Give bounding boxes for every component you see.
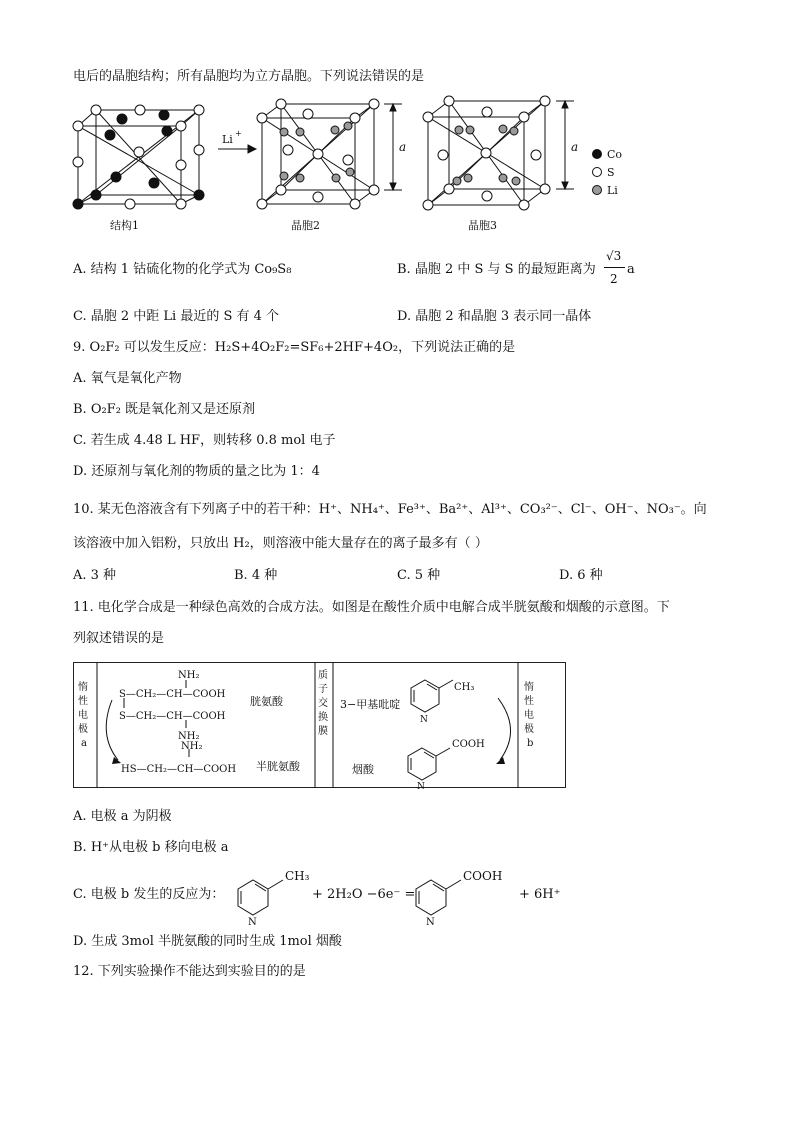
svg-text:质: 质: [318, 670, 328, 681]
nh2-mid: NH₂: [178, 731, 200, 742]
crystal-structures-figure: [0, 95, 794, 235]
svg-text:子: 子: [318, 684, 328, 695]
arrow-label-sup: +: [235, 129, 242, 138]
q9-stem: 9. O₂F₂ 可以发生反应：H₂S+4O₂F₂=SF₆+2HF+4O₂，下列说法正确的是: [73, 340, 516, 355]
legend-marker-co: [593, 150, 602, 159]
dim-label-cell3: a: [571, 140, 579, 154]
q11-stem-line2: 列叙述错误的是: [73, 631, 165, 646]
q8-option-b-pre: B. 晶胞 2 中 S 与 S 的最短距离为: [397, 262, 596, 277]
q8-option-a: A. 结构 1 钴硫化物的化学式为 Co₉S₈: [73, 262, 292, 277]
q12-stem: 12. 下列实验操作不能达到实验目的的是: [73, 964, 306, 979]
legend-marker-s: [593, 168, 602, 177]
svg-text:交: 交: [318, 698, 328, 709]
left-electrode-label-3: 电: [78, 710, 88, 721]
legend-marker-li: [593, 186, 602, 195]
arrow-label: Li: [222, 133, 233, 146]
nicotinic-name: 烟酸: [352, 763, 374, 776]
fraction-bar: [604, 267, 625, 268]
nh2-top: NH₂: [178, 670, 200, 681]
q8-option-b-den: 2: [610, 272, 618, 286]
svg-text:惰: 惰: [524, 682, 534, 693]
nh2-lower: NH₂: [181, 741, 203, 752]
caption-cell3: 晶胞3: [468, 219, 497, 232]
q11-option-c-post: + 6H⁺: [519, 887, 561, 902]
ch3-label: CH₃: [454, 682, 475, 693]
cystine-top: S—CH₂—CH—COOH: [119, 689, 226, 700]
q11-option-b: B. H⁺从电极 b 移向电极 a: [73, 840, 229, 855]
q8-option-c: C. 晶胞 2 中距 Li 最近的 S 有 4 个: [73, 309, 280, 324]
optc-n-1: N: [248, 917, 257, 928]
legend-label-s: S: [607, 166, 615, 179]
q10-option-c: C. 5 种: [397, 568, 441, 583]
legend-label-co: Co: [607, 148, 623, 161]
q8-option-b-num: √3: [606, 249, 622, 263]
svg-text:电: 电: [524, 710, 534, 721]
q10-option-d: D. 6 种: [559, 568, 603, 583]
svg-text:换: 换: [318, 712, 328, 723]
q8-option-d: D. 晶胞 2 和晶胞 3 表示同一晶体: [397, 309, 592, 324]
svg-text:膜: 膜: [318, 726, 328, 737]
optc-ch3: CH₃: [285, 869, 310, 883]
n-label-1: N: [420, 715, 428, 725]
q10-stem-line2: 该溶液中加入铝粉，只放出 H₂，则溶液中能大量存在的离子最多有（ ）: [73, 536, 488, 551]
n-label-2: N: [417, 782, 425, 792]
q9-option-a: A. 氧气是氧化产物: [73, 371, 182, 386]
optc-cooh: COOH: [463, 869, 503, 883]
q8-intro: 电后的晶胞结构；所有晶胞均为立方晶胞。下列说法错误的是: [73, 69, 425, 84]
cooh-label: COOH: [452, 739, 485, 750]
q9-option-d: D. 还原剂与氧化剂的物质的量之比为 1：4: [73, 464, 320, 479]
q11-stem-line1: 11. 电化学合成是一种绿色高效的合成方法。如图是在酸性介质中电解合成半胱氨酸和烟酸的示意图。下: [73, 600, 670, 615]
caption-structure1: 结构1: [110, 219, 139, 232]
q9-option-c: C. 若生成 4.48 L HF，则转移 0.8 mol 电子: [73, 433, 336, 448]
optc-n-2: N: [426, 917, 435, 928]
q10-option-a: A. 3 种: [73, 568, 117, 583]
cysteine-name: 半胱氨酸: [256, 760, 300, 773]
cystine-bottom: S—CH₂—CH—COOH: [119, 711, 226, 722]
svg-text:性: 性: [524, 696, 534, 707]
left-electrode-label-4: 极: [78, 724, 88, 735]
cystine-name: 胱氨酸: [250, 695, 283, 708]
q10-stem-line1: 10. 某无色溶液含有下列离子中的若干种：H⁺、NH₄⁺、Fe³⁺、Ba²⁺、Al³⁺、CO₃²⁻、Cl⁻、OH⁻、NO₃⁻。向: [73, 502, 707, 517]
dim-label-cell2: a: [399, 140, 407, 154]
caption-cell2: 晶胞2: [291, 219, 320, 232]
left-electrode-label-1: 惰: [78, 682, 88, 693]
q11-option-c-pre: C. 电极 b 发生的反应为：: [73, 887, 225, 902]
q11-option-a: A. 电极 a 为阴极: [73, 809, 172, 824]
cysteine-formula: HS—CH₂—CH—COOH: [121, 764, 237, 775]
svg-text:b: b: [527, 738, 534, 749]
methylpyridine-name: 3−甲基吡啶: [340, 698, 401, 711]
svg-text:极: 极: [524, 724, 534, 735]
q10-option-b: B. 4 种: [234, 568, 278, 583]
left-electrode-label-2: 性: [78, 696, 88, 707]
electrolysis-diagram-drawing: [0, 660, 794, 790]
left-electrode-label-5: a: [81, 738, 87, 749]
q8-option-b-post: a: [627, 262, 635, 277]
legend-label-li: Li: [607, 184, 618, 197]
q9-option-b: B. O₂F₂ 既是氧化剂又是还原剂: [73, 402, 256, 417]
q11-option-d: D. 生成 3mol 半胱氨酸的同时生成 1mol 烟酸: [73, 934, 342, 949]
q11-option-c-mid: + 2H₂O −6e⁻ =: [312, 887, 416, 902]
